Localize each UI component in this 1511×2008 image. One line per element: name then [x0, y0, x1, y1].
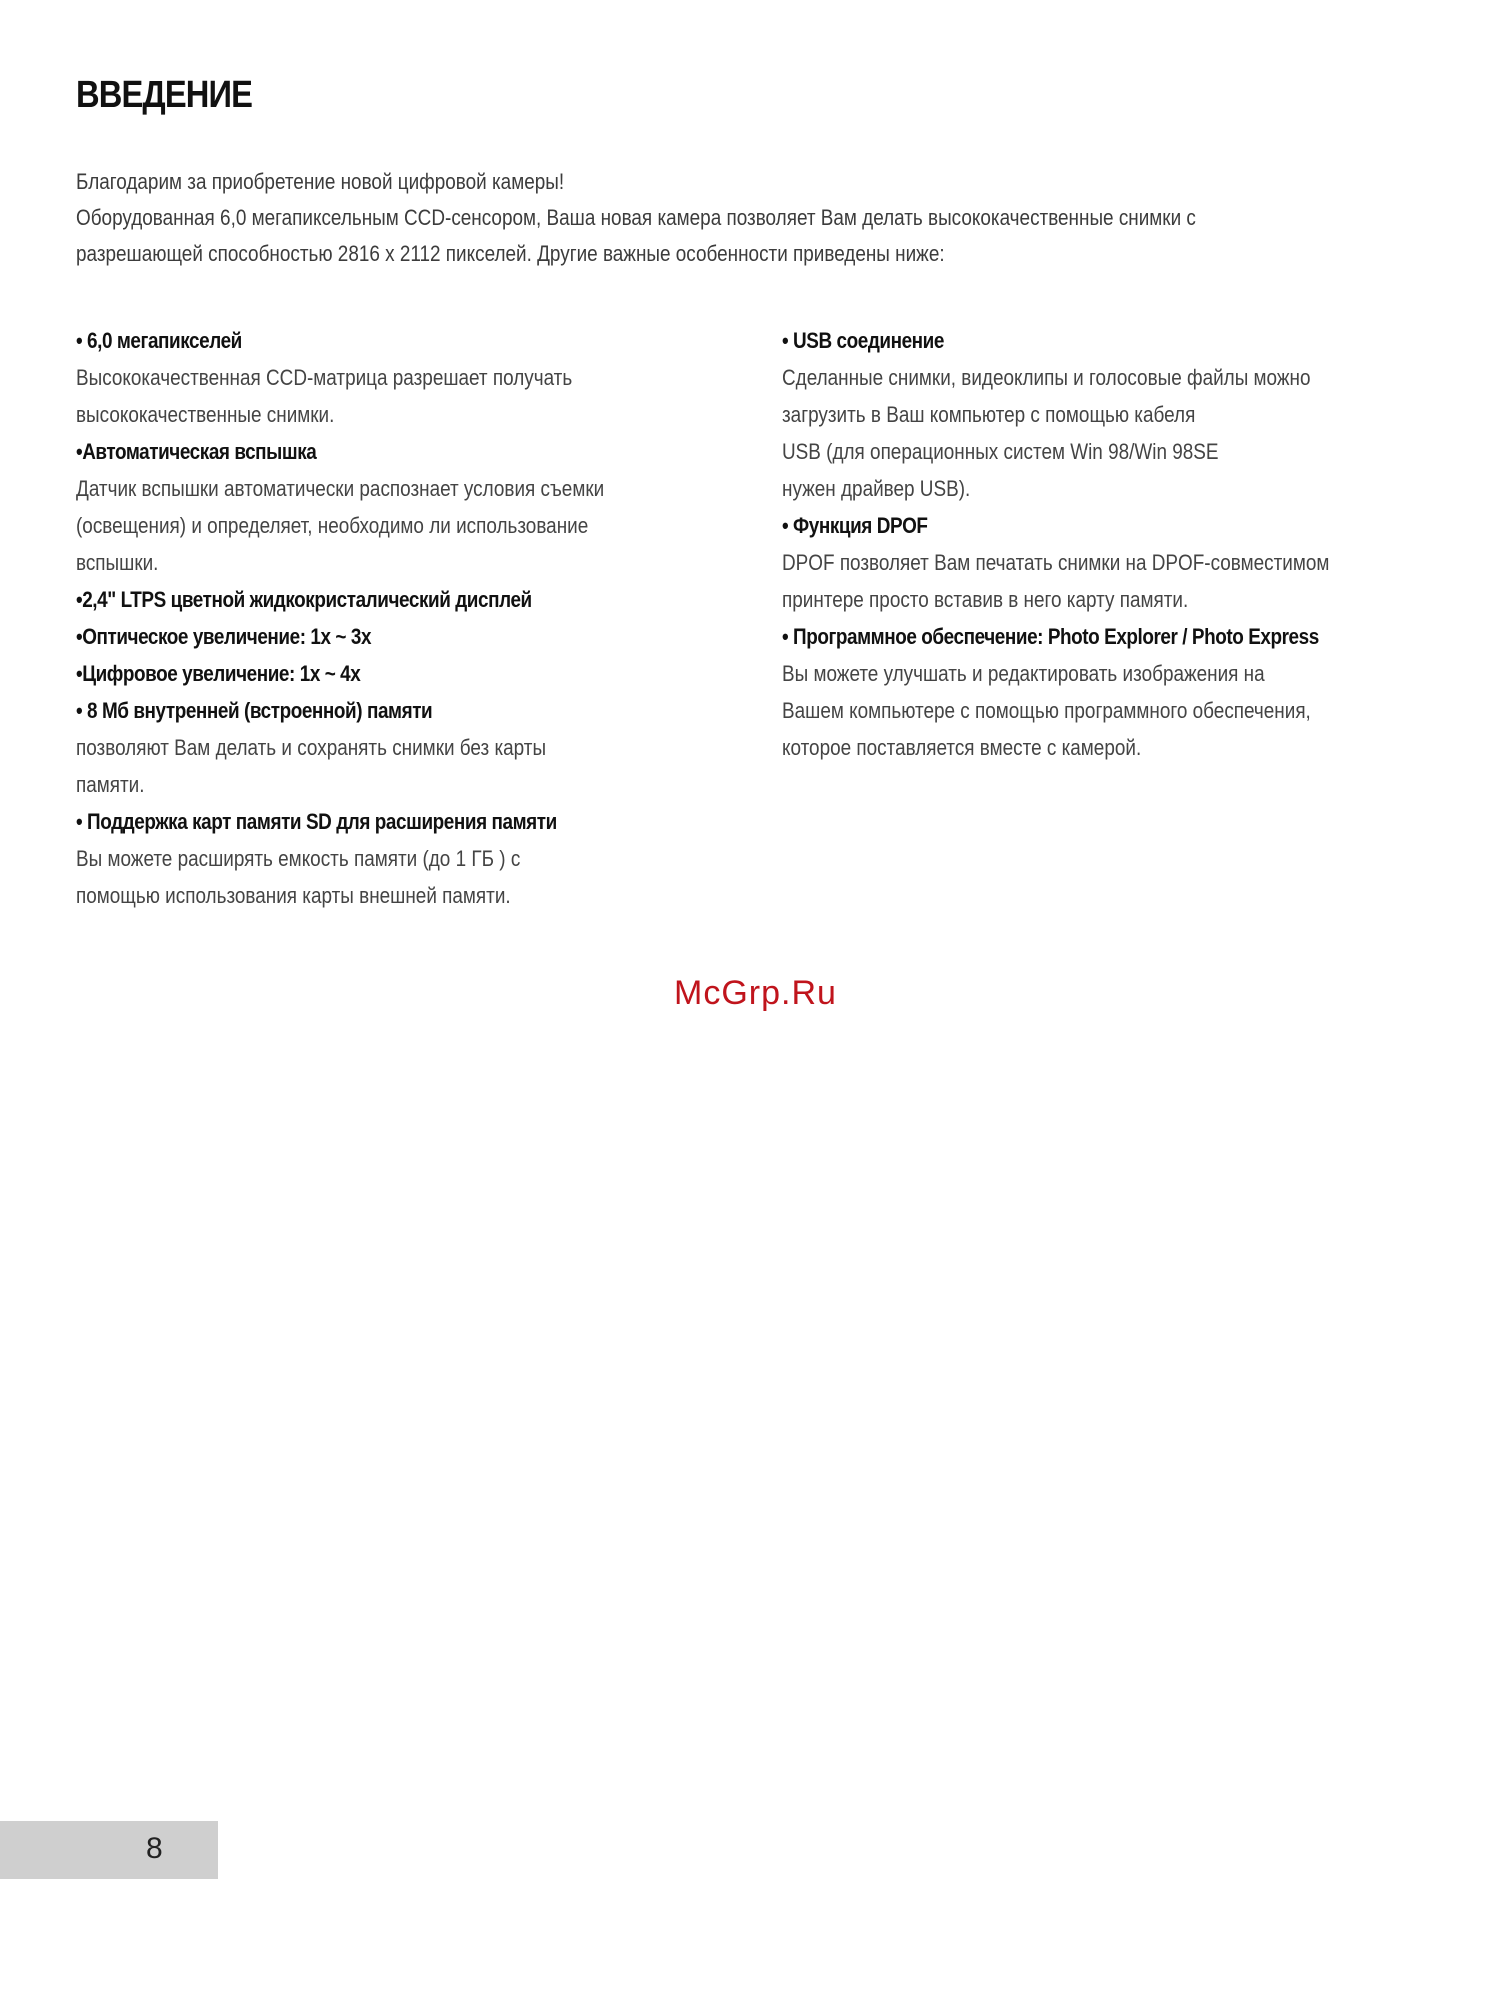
feature-description: Вы можете расширять емкость памяти (до 1 ГБ ) с помощью использования карты внешней памяти.: [76, 846, 521, 908]
feature-internal-memory: [76, 692, 695, 803]
feature-megapixels: [76, 322, 695, 433]
features-right-column: [782, 322, 1401, 766]
feature-optical-zoom: [76, 618, 695, 655]
feature-heading: •Цифровое увеличение: 1x ~ 4x: [76, 661, 361, 686]
intro-line-2: Оборудованная 6,0 мегапиксельным CCD-сенсором, Ваша новая камера позволяет Вам делать высококачественные снимки с: [76, 205, 1196, 230]
feature-description: Высококачественная CCD-матрица разрешает получать высококачественные снимки.: [76, 365, 573, 427]
feature-description: Вы можете улучшать и редактировать изображения на Вашем компьютере с помощью программного обеспечения, которое поставляется вместе с камерой.: [782, 661, 1311, 760]
feature-heading: • Функция DPOF: [782, 513, 928, 538]
feature-heading: • Программное обеспечение: Photo Explorer / Photo Express: [782, 624, 1319, 649]
feature-lcd-display: [76, 581, 695, 618]
feature-software: [782, 618, 1401, 766]
feature-auto-flash: [76, 433, 695, 581]
feature-heading: •Оптическое увеличение: 1x ~ 3x: [76, 624, 372, 649]
page-number: 8: [146, 1832, 163, 1865]
feature-heading: • Поддержка карт памяти SD для расширения памяти: [76, 809, 557, 834]
features-left-column: [76, 322, 695, 914]
intro-line-3: разрешающей способностью 2816 x 2112 пикселей. Другие важные особенности приведены ниже:: [76, 241, 945, 266]
feature-description: DPOF позволяет Вам печатать снимки на DPOF-совместимом принтере просто вставив в него карту памяти.: [782, 550, 1330, 612]
feature-sd-card: [76, 803, 695, 914]
feature-heading: • 8 Мб внутренней (встроенной) памяти: [76, 698, 433, 723]
feature-heading: • USB соединение: [782, 328, 944, 353]
feature-heading: •Автоматическая вспышка: [76, 439, 317, 464]
watermark: McGrp.Ru: [674, 974, 837, 1012]
page-number-box: [0, 1821, 218, 1879]
intro-line-1: Благодарим за приобретение новой цифровой камеры!: [76, 169, 565, 194]
feature-description: позволяют Вам делать и сохранять снимки без карты памяти.: [76, 735, 547, 797]
feature-heading: •2,4" LTPS цветной жидкокристалический дисплей: [76, 587, 532, 612]
feature-description: Сделанные снимки, видеоклипы и голосовые файлы можно загрузить в Ваш компьютер с помощью кабеля USB (для операционных систем Win 98/Win 98SE нужен драйвер USB).: [782, 365, 1311, 501]
feature-heading: • 6,0 мегапикселей: [76, 328, 242, 353]
feature-dpof: [782, 507, 1401, 618]
page-title: ВВЕДЕНИЕ: [76, 74, 253, 116]
feature-description: Датчик вспышки автоматически распознает условия съемки (освещения) и определяет, необходимо ли использование вспышки.: [76, 476, 605, 575]
intro-text: [76, 164, 1452, 272]
feature-usb: [782, 322, 1401, 507]
feature-digital-zoom: [76, 655, 695, 692]
